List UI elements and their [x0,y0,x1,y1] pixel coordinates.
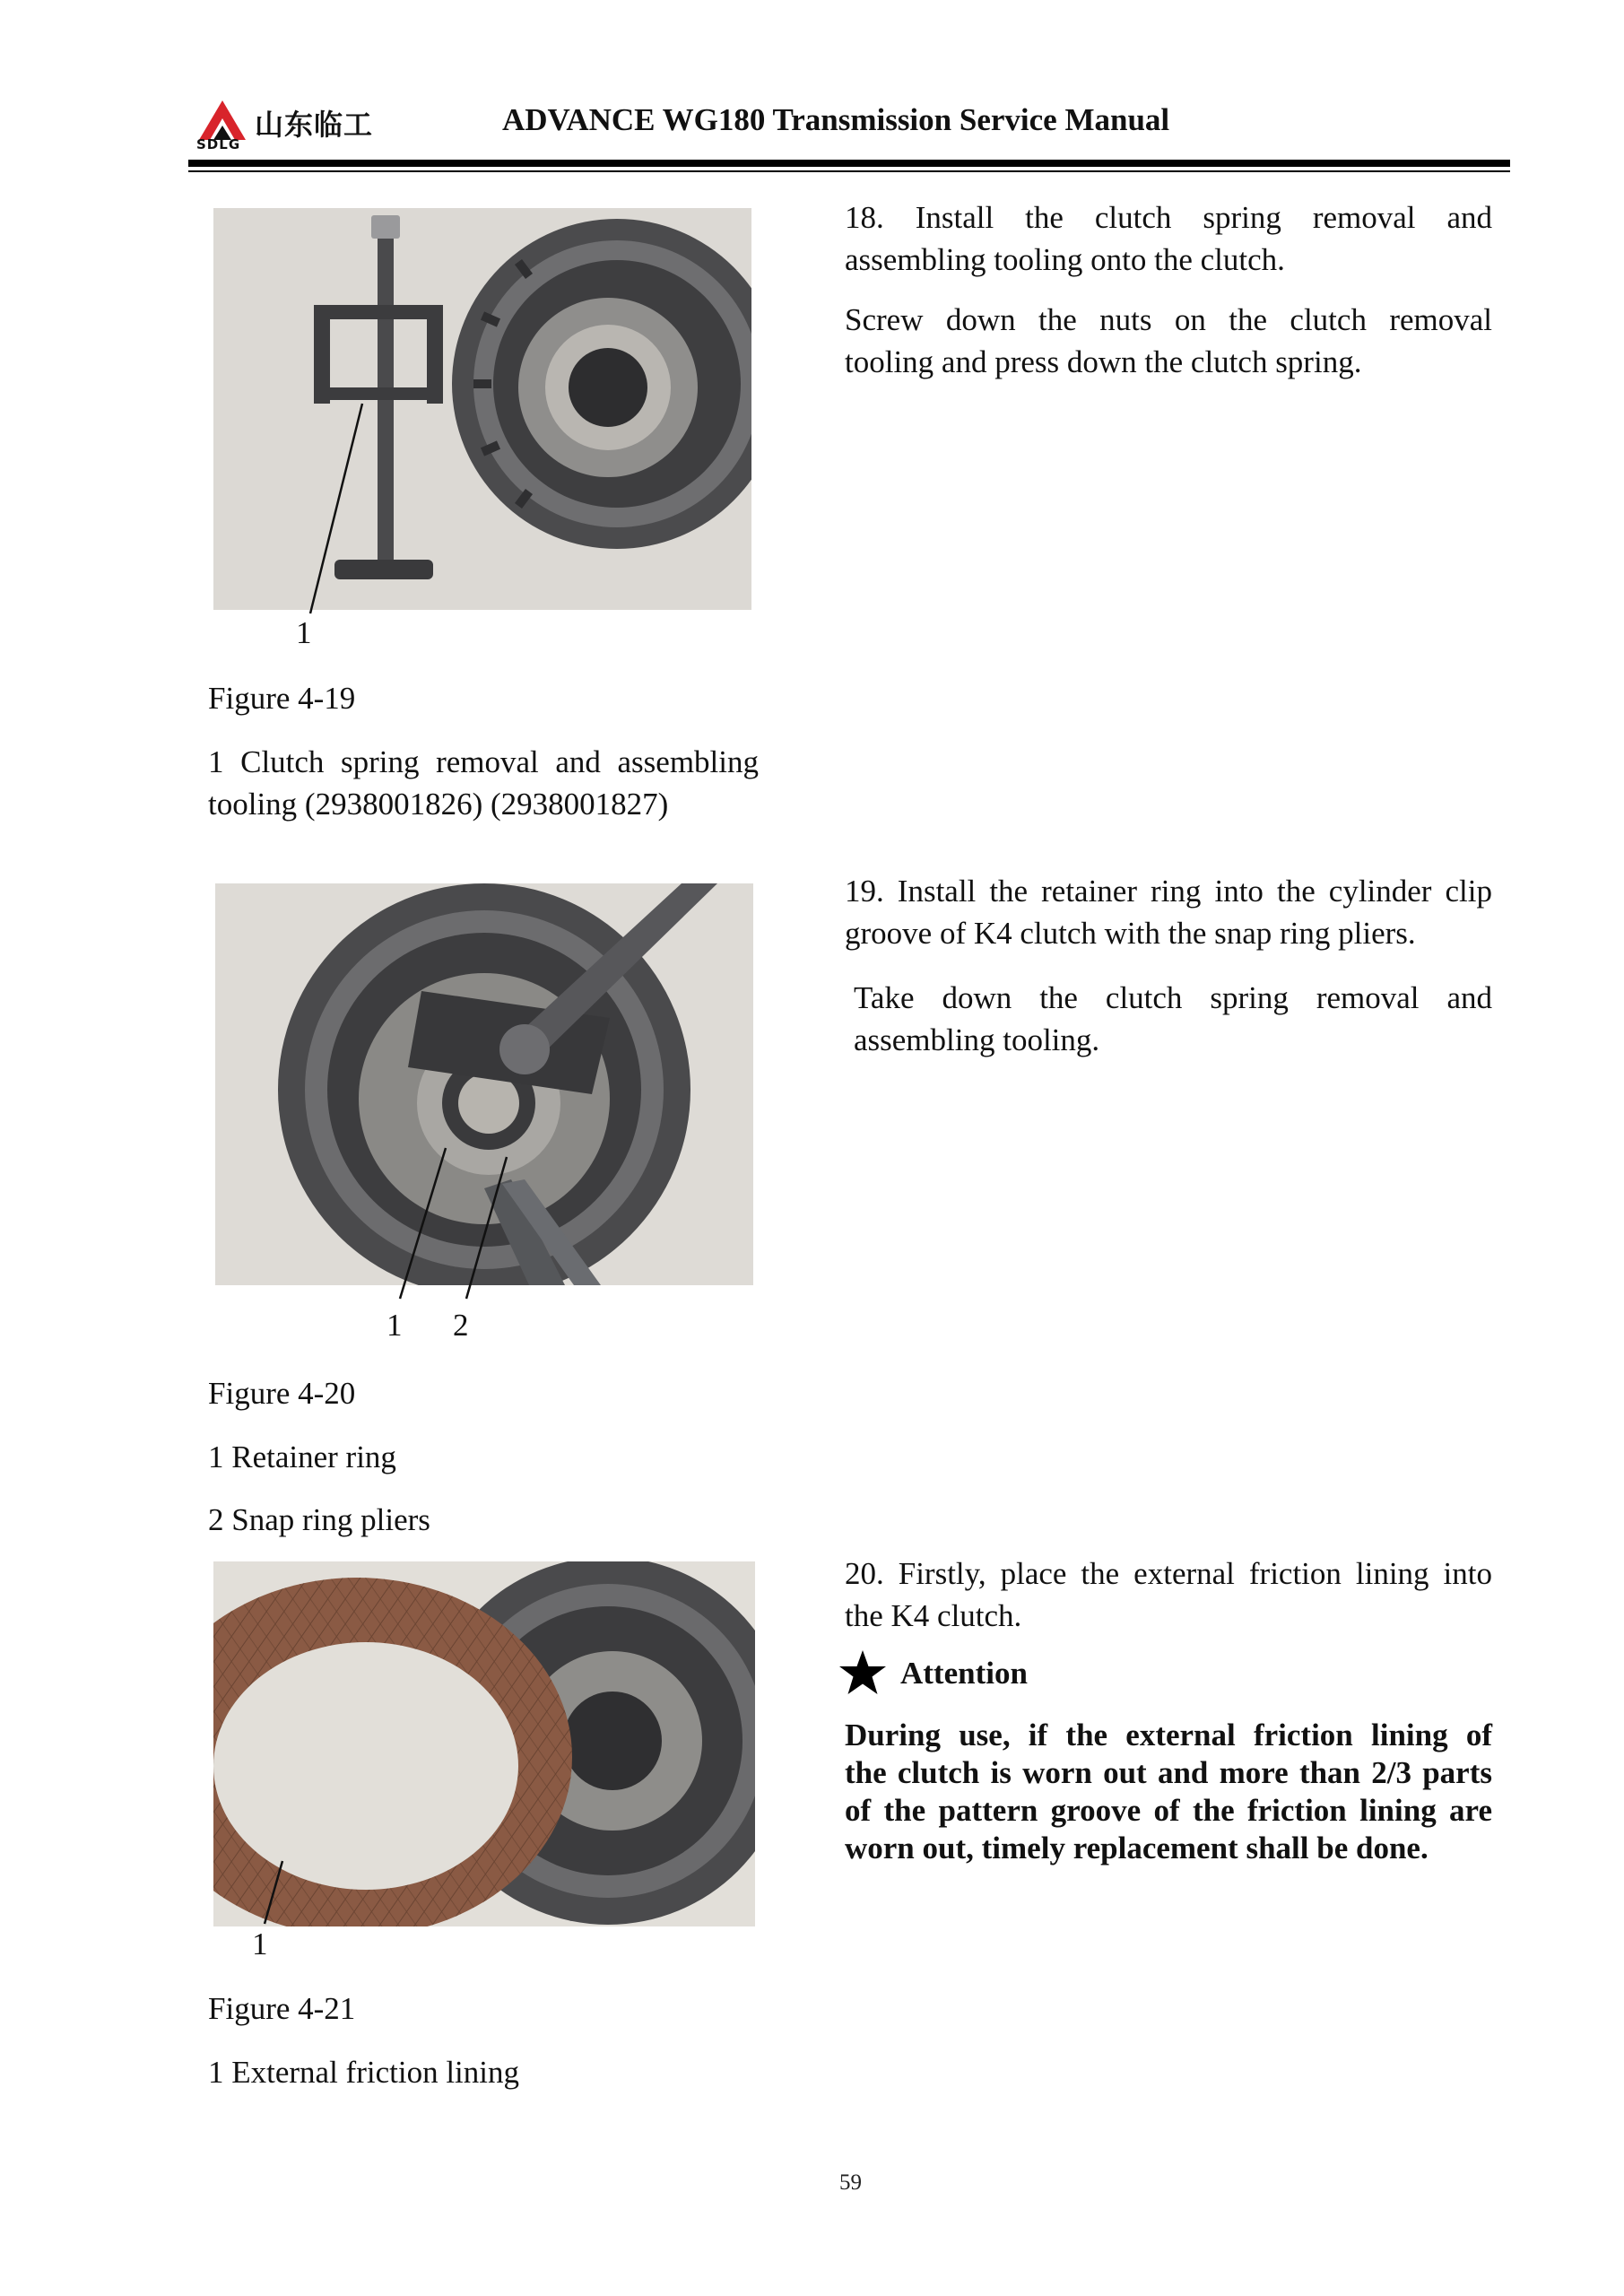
fig19-callout-1: 1 [296,615,312,650]
figure-4-20-photo [215,883,753,1285]
step-18-line-2: assembling tooling onto the clutch. [845,242,1285,277]
figure-4-20-caption: Figure 4-20 [208,1376,356,1411]
figure-4-21-photo [213,1561,755,1926]
attention-line-2: the clutch is worn out and more than 2/3 parts [845,1755,1492,1790]
logo-chinese-text: 山东临工 [255,108,374,142]
figure-4-19-description-line-1: 1 Clutch spring removal and assembling [208,744,759,779]
page-number: 59 [839,2170,862,2195]
attention-line-4: worn out, timely replacement shall be done. [845,1831,1429,1866]
figure-4-21-caption: Figure 4-21 [208,1991,356,2026]
figure-4-20-item-1: 1 Retainer ring [208,1439,396,1474]
figure-4-19-caption: Figure 4-19 [208,681,356,716]
step-19-line-1: 19. Install the retainer ring into the cylinder clip [845,874,1492,909]
fig21-callout-1: 1 [252,1926,268,1961]
fig20-callout-2: 2 [453,1308,469,1343]
attention-line-3: of the pattern groove of the friction lining are [845,1793,1492,1828]
figure-4-19-description-line-2: tooling (2938001826) (2938001827) [208,787,669,822]
step-20-line-1: 20. Firstly, place the external friction lining into [845,1556,1492,1591]
step-20-line-2: the K4 clutch. [845,1598,1022,1633]
figure-4-19-photo [213,208,751,610]
logo-sdlg-text: SDLG [196,136,241,152]
header-rule-thin [188,170,1510,172]
attention-line-1: During use, if the external friction lining of [845,1718,1492,1752]
step-18-line-1: 18. Install the clutch spring removal and [845,200,1492,235]
step-19-line-2: groove of K4 clutch with the snap ring pliers. [845,916,1416,951]
step-19-line-4: assembling tooling. [854,1022,1100,1057]
step-18-line-3: Screw down the nuts on the clutch removal [845,302,1492,337]
figure-4-21-item-1: 1 External friction lining [208,2055,519,2090]
header-title: ADVANCE WG180 Transmission Service Manual [502,102,1170,137]
header-rule-thick [188,160,1510,167]
attention-label: Attention [900,1656,1028,1691]
star-icon [838,1648,888,1697]
figure-4-20-item-2: 2 Snap ring pliers [208,1502,430,1537]
step-18-line-4: tooling and press down the clutch spring. [845,344,1362,379]
fig20-callout-1: 1 [386,1308,403,1343]
step-19-line-3: Take down the clutch spring removal and [854,980,1492,1015]
